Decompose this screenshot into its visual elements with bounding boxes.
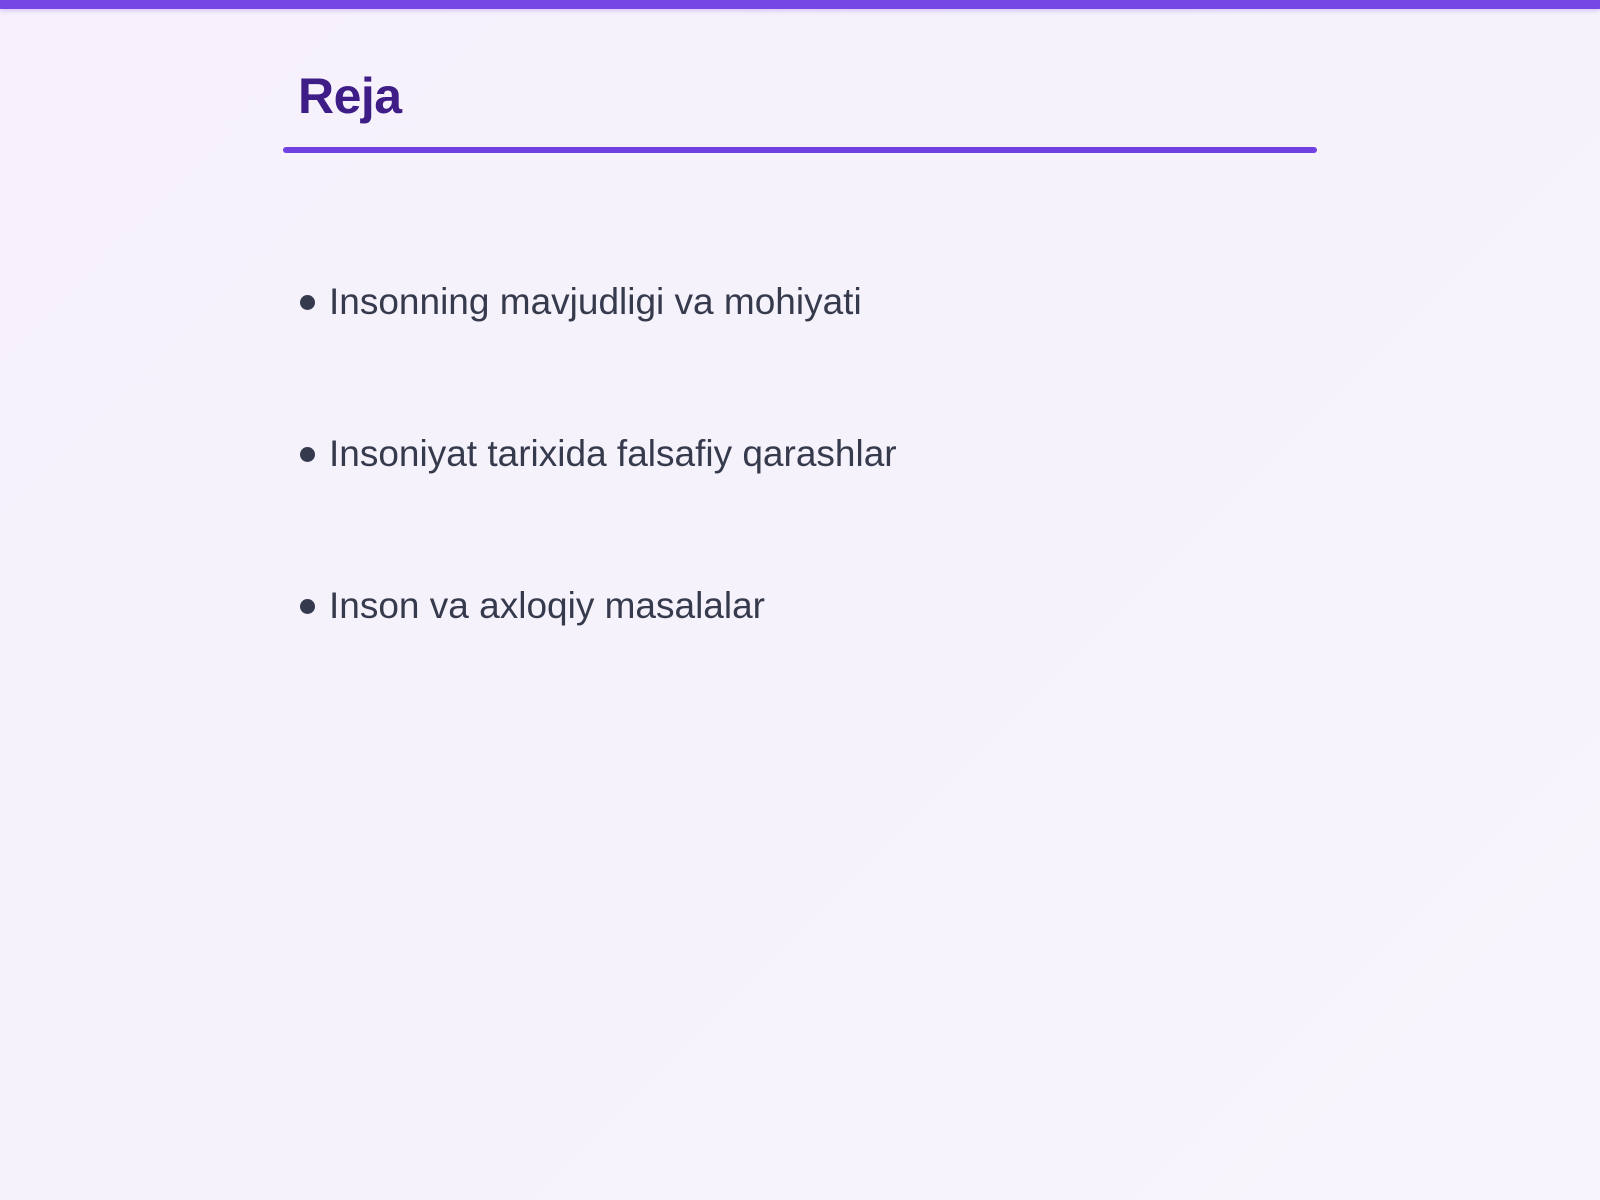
slide-title: Reja <box>298 68 402 124</box>
title-underline <box>283 147 1317 153</box>
bullet-text: Insonning mavjudligi va mohiyati <box>329 281 862 322</box>
bullet-item <box>300 430 897 478</box>
bullet-text: Insoniyat tarixida falsafiy qarashlar <box>329 433 897 474</box>
bullet-list <box>300 278 897 734</box>
bullet-item <box>300 278 897 326</box>
bullet-text: Inson va axloqiy masalalar <box>329 585 765 626</box>
bullet-dot-icon <box>300 295 315 310</box>
bullet-dot-icon <box>300 599 315 614</box>
bullet-item <box>300 582 897 630</box>
bullet-dot-icon <box>300 447 315 462</box>
